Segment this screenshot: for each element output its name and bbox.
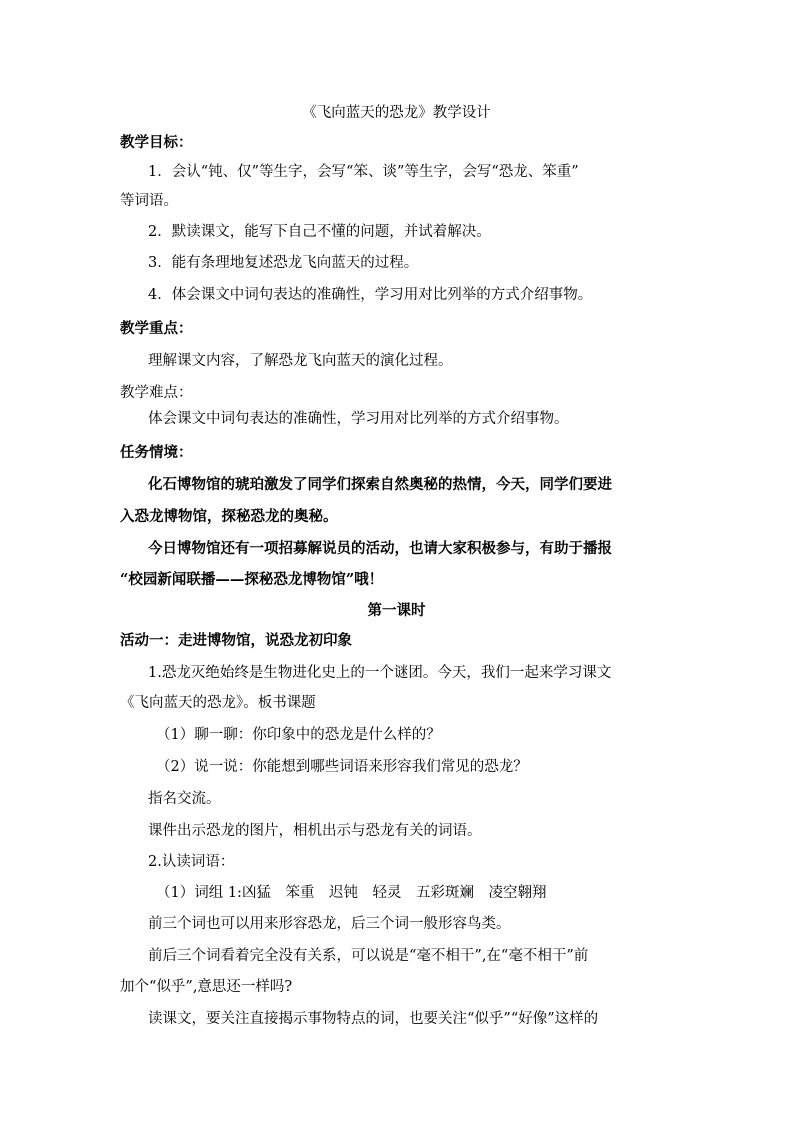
activity1-line-1: 1.恐龙灭绝始终是生物进化史上的一个谜团。今天，我们一起来学习课文 bbox=[148, 665, 612, 681]
activity1-line-9: 前三个词也可以用来形容恐龙，后三个词一般形容鸟类。 bbox=[148, 916, 511, 932]
goals-heading: 教学目标： bbox=[120, 134, 193, 151]
situation-line-4: “校园新闻联播——探秘恐龙博物馆”哦！ bbox=[120, 571, 384, 588]
activity1-line-4: （2）说一说：你能想到哪些词语来形容我们常见的恐龙？ bbox=[156, 759, 528, 775]
situation-line-2: 入恐龙博物馆，探秘恐龙的奥秘。 bbox=[120, 508, 338, 525]
goal-2: 2．默读课文，能写下自己不懂的问题，并试着解决。 bbox=[148, 224, 491, 240]
situation-line-3: 今日博物馆还有一项招募解说员的活动，也请大家积极参与，有助于播报 bbox=[148, 540, 612, 557]
lesson-heading: 第一课时 bbox=[367, 602, 426, 619]
activity1-line-12: 读课文，要关注直接揭示事物特点的词，也要关注“似乎”“好像”这样的 bbox=[148, 1011, 599, 1027]
activity1-line-10: 前后三个词看着完全没有关系，可以说是“毫不相干”,在“毫不相干”前 bbox=[148, 948, 589, 964]
document-title: 《飞向蓝天的恐龙》教学设计 bbox=[302, 105, 491, 121]
key-points-heading: 教学重点： bbox=[120, 320, 193, 337]
situation-line-1: 化石博物馆的琥珀激发了同学们探索自然奥秘的热情，今天，同学们要进 bbox=[148, 476, 612, 493]
goal-1-continued: 等词语。 bbox=[120, 193, 178, 209]
goal-3: 3．能有条理地复述恐龙飞向蓝天的过程。 bbox=[148, 255, 419, 271]
activity1-line-5: 指名交流。 bbox=[148, 791, 221, 807]
key-points-text: 理解课文内容，了解恐龙飞向蓝天的演化过程。 bbox=[148, 353, 453, 369]
activity1-line-7: 2.认读词语： bbox=[148, 854, 235, 870]
activity1-line-8: （1）词组 1:凶猛 笨重 迟钝 轻灵 五彩斑斓 凌空翱翔 bbox=[156, 885, 547, 901]
situation-heading: 任务情境： bbox=[120, 444, 193, 461]
difficulties-heading: 教学难点： bbox=[120, 385, 193, 401]
activity1-line-6: 课件出示恐龙的图片，相机出示与恐龙有关的词语。 bbox=[148, 823, 482, 839]
activity1-heading: 活动一：走进博物馆，说恐龙初印象 bbox=[120, 632, 352, 649]
activity1-line-11: 加个“似乎”,意思还一样吗? bbox=[120, 979, 293, 995]
goal-4: 4．体会课文中词句表达的准确性，学习用对比列举的方式介绍事物。 bbox=[148, 287, 593, 303]
difficulties-text: 体会课文中词句表达的准确性，学习用对比列举的方式介绍事物。 bbox=[148, 411, 569, 427]
activity1-line-3: （1）聊一聊：你印象中的恐龙是什么样的？ bbox=[156, 727, 441, 743]
activity1-line-2: 《飞向蓝天的恐龙》。板书课题 bbox=[120, 695, 316, 711]
goal-1: 1．会认“钝、仅”等生字，会写“笨、谈”等生字，会写“恐龙、笨重” bbox=[148, 164, 579, 180]
